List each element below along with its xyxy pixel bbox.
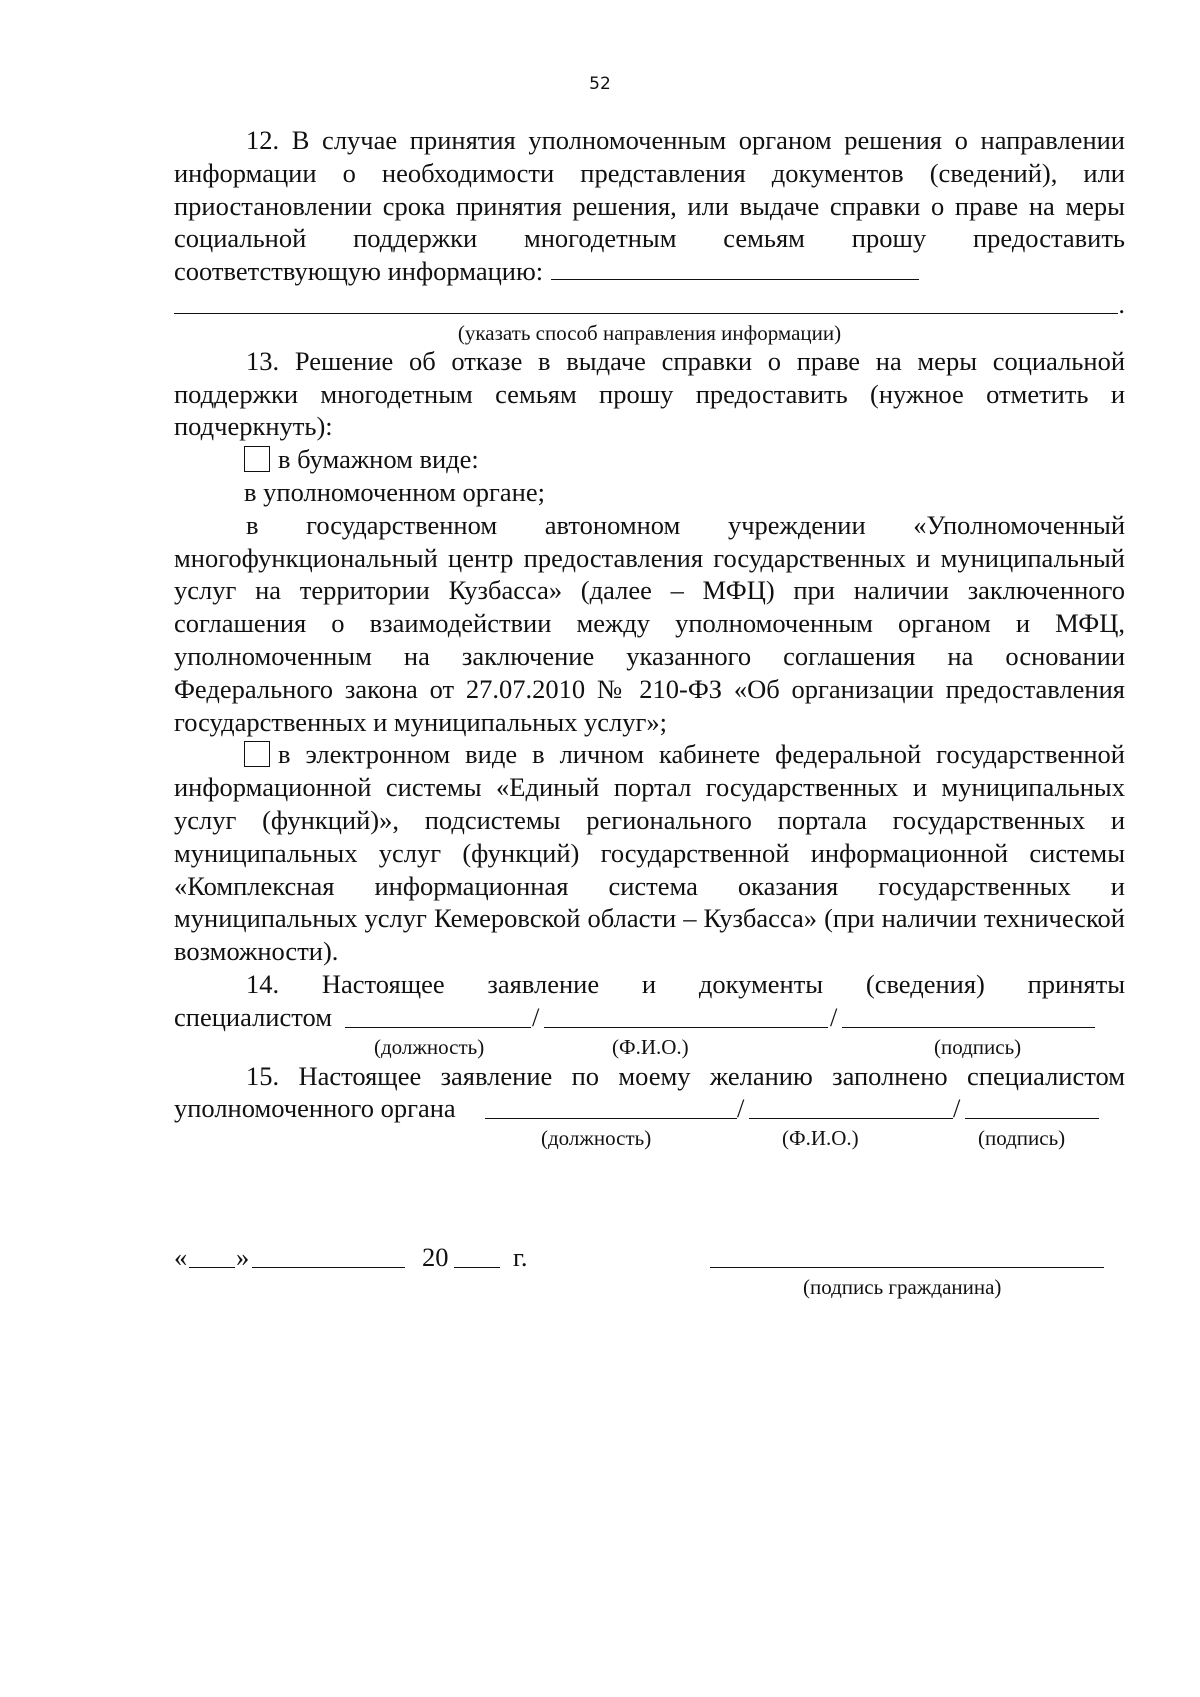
electronic-checkbox[interactable] — [244, 741, 270, 767]
section-15-position-field[interactable] — [485, 1118, 737, 1119]
section-14-signature-field[interactable] — [842, 1027, 1095, 1028]
page-number: 52 — [589, 74, 611, 94]
section-15-signature-field[interactable] — [965, 1118, 1099, 1119]
paper-checkbox[interactable] — [244, 446, 270, 472]
section-14-label: специалистом — [174, 1001, 332, 1032]
section-12-blank-2[interactable] — [174, 313, 1118, 314]
date-day-field[interactable] — [189, 1267, 235, 1268]
separator-slash: / — [737, 1093, 745, 1124]
section-14-signature-row — [174, 1001, 1125, 1034]
date-close-quote: » — [236, 1242, 250, 1273]
section-15-signature-row — [174, 1092, 1125, 1125]
section-15-caption-signature: (подпись) — [978, 1126, 1066, 1151]
document-body — [174, 124, 1125, 1300]
citizen-signature-field[interactable] — [710, 1267, 1104, 1268]
separator-slash: / — [532, 1001, 540, 1032]
section-12-blank-line[interactable]: . — [174, 288, 1125, 321]
section-12-text — [174, 124, 1125, 288]
option-paper — [174, 443, 1125, 476]
option-authority: в уполномоченном органе; — [244, 476, 545, 507]
section-14-caption-position: (должность) — [374, 1034, 485, 1059]
separator-slash: / — [830, 1001, 838, 1032]
date-month-field[interactable] — [252, 1267, 405, 1268]
section-14-text: 14. Настоящее заявление и документы (сведения) приняты — [246, 968, 1125, 999]
option-electronic-label: в электронном виде в личном кабинете федеральной государственной информационной системы «Единый портал государственных и муниципальных услуг (функций)», подсистемы регионального портала государственных и муниципальных услуг (функций) государственной информационной системы «Комплексная информационная система оказания государственных и муниципальных услуг Кемеровской области – Кузбасса» (при наличии технической возможности). — [174, 739, 1125, 967]
section-12-paragraph: 12. В случае принятия уполномоченным органом решения о направлении информации о необходимости представления документов (сведений), или приостановлении срока принятия решения, или выдаче справки о праве на меры социальной поддержки многодетным семьям прошу предоставить соответствующую информацию: — [174, 125, 1125, 287]
section-14-captions — [174, 1034, 1125, 1060]
section-15-label: уполномоченного органа — [174, 1093, 456, 1124]
option-mfc: в государственном автономном учреждении «Уполномоченный многофункциональный центр предоставления государственных и муниципальный услуг на территории Кузбасса» (далее – МФЦ) при наличии заключенного соглашения о взаимодействии между уполномоченным органом и МФЦ, уполномоченным на заключение указанного соглашения на основании Федерального закона от 27.07.2010 № 210-ФЗ «Об организации предоставления государственных и муниципальных услуг»; — [174, 509, 1125, 737]
date-year-suffix: г. — [513, 1242, 528, 1273]
section-12-caption: (указать способ направления информации) — [457, 320, 842, 345]
section-15-text: 15. Настоящее заявление по моему желанию заполнено специалистом — [246, 1060, 1125, 1091]
citizen-signature-caption-row — [174, 1274, 1125, 1300]
section-15-captions — [174, 1125, 1125, 1151]
section-15-fio-field[interactable] — [749, 1118, 953, 1119]
section-13-text: 13. Решение об отказе в выдаче справки о праве на меры социальной поддержки многодетным семьям прошу предоставить (нужное отметить и подчеркнуть): — [174, 345, 1125, 442]
option-electronic — [174, 738, 1125, 968]
citizen-signature-caption: (подпись гражданина) — [803, 1274, 1002, 1299]
section-15-caption-position: (должность) — [541, 1126, 652, 1151]
section-14-fio-field[interactable] — [544, 1027, 828, 1028]
section-14-caption-fio: (Ф.И.О.) — [612, 1034, 689, 1059]
date-open-quote: « — [174, 1242, 188, 1273]
date-year-field[interactable] — [454, 1267, 500, 1268]
section-14-position-field[interactable] — [345, 1027, 531, 1028]
section-14-caption-signature: (подпись) — [934, 1034, 1022, 1059]
section-12-blank-1[interactable] — [551, 279, 919, 280]
date-signature-row — [174, 1241, 1125, 1274]
separator-slash: / — [953, 1093, 961, 1124]
section-15-caption-fio: (Ф.И.О.) — [782, 1126, 859, 1151]
option-paper-label: в бумажном виде: — [278, 444, 479, 475]
date-year-prefix: 20 — [422, 1242, 449, 1273]
